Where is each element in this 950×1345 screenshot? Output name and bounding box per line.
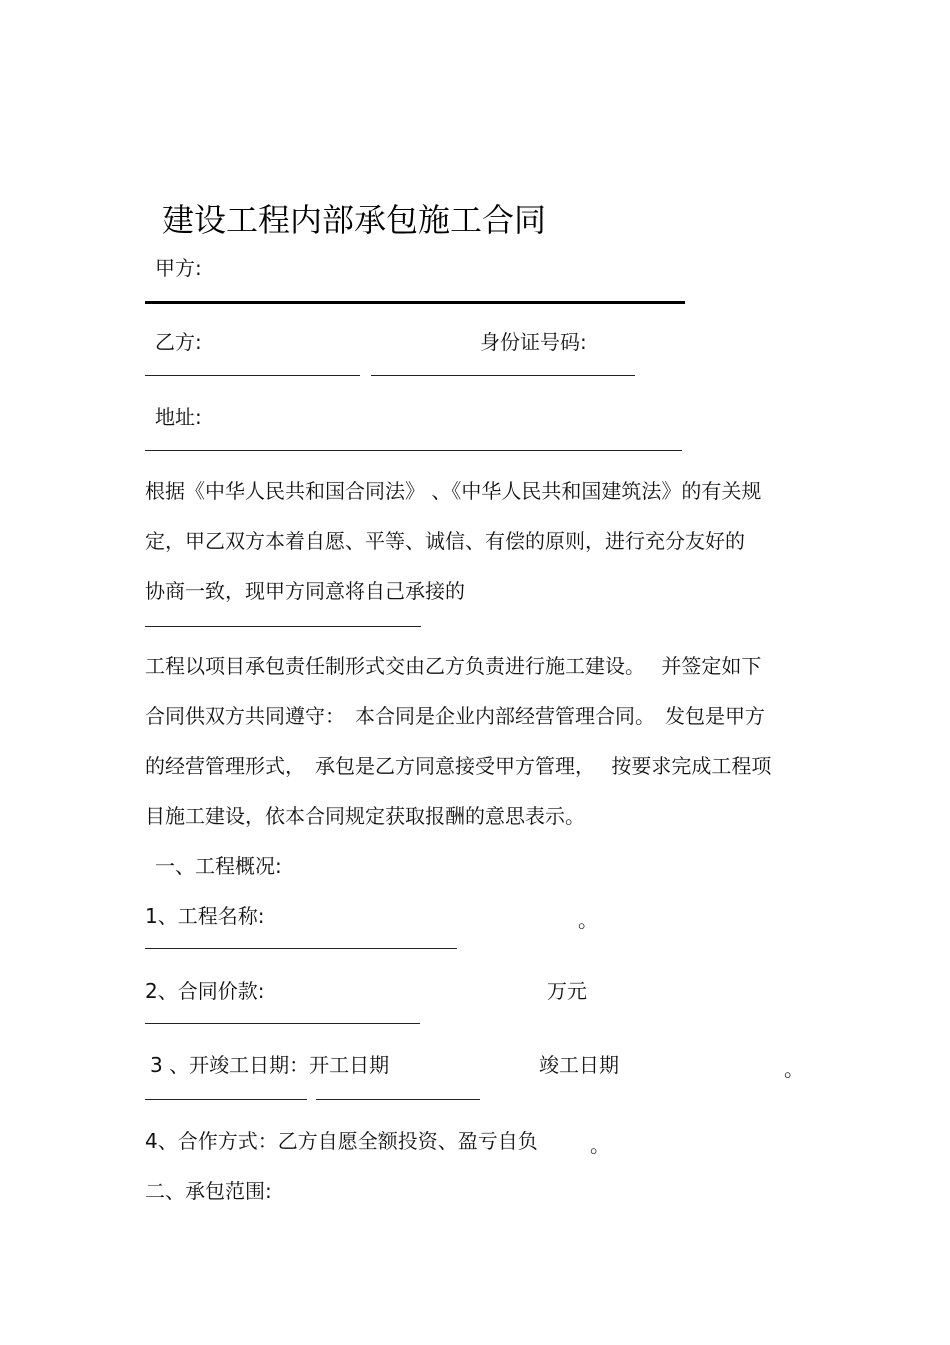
item4-period: 。 (590, 1133, 610, 1157)
start-date-underline (145, 1099, 307, 1100)
item2-underline (145, 1023, 420, 1024)
party-b-underline (145, 375, 360, 376)
body-line-1: 工程以项目承包责任制形式交由乙方负责进行施工建设。 并签定如下 (145, 654, 762, 678)
intro-line-2: 定，甲乙双方本着自愿、平等、诚信、有偿的原则，进行充分友好的 (145, 529, 745, 553)
intro-line-1: 根据《中华人民共和国合同法》 、《中华人民共和国建筑法》的有关规 (145, 479, 762, 503)
project-name-underline (145, 626, 421, 627)
item3-period: 。 (784, 1057, 804, 1081)
body-line-2: 合同供双方共同遵守： 本合同是企业内部经营管理合同。 发包是甲方 (145, 704, 765, 728)
item1-label: 1、工程名称: (145, 904, 265, 928)
section1-heading: 一、工程概况: (155, 854, 282, 878)
id-number-underline (371, 375, 635, 376)
item2-unit: 万元 (547, 979, 587, 1003)
body-line-4: 目施工建设，依本合同规定获取报酬的意思表示。 (145, 804, 585, 828)
address-underline (145, 450, 682, 451)
item3-label: 3 、开竣工日期：开工日期 (150, 1053, 390, 1077)
item4-label: 4、合作方式：乙方自愿全额投资、盈亏自负 (145, 1129, 538, 1153)
id-number-label: 身份证号码: (480, 330, 587, 354)
end-date-underline (316, 1099, 480, 1100)
address-label: 地址: (155, 405, 202, 429)
item3-end-label: 竣工日期 (539, 1053, 619, 1077)
item1-period: 。 (578, 908, 598, 932)
section2-heading: 二、承包范围: (145, 1179, 272, 1203)
party-a-underline (145, 301, 685, 304)
item2-label: 2、合同价款: (145, 979, 265, 1003)
item1-underline (145, 948, 457, 949)
document-title: 建设工程内部承包施工合同 (162, 201, 547, 239)
intro-line-3: 协商一致，现甲方同意将自己承接的 (145, 579, 465, 603)
party-a-label: 甲方: (155, 256, 202, 280)
body-line-3: 的经营管理形式， 承包是乙方同意接受甲方管理， 按要求完成工程项 (145, 754, 772, 778)
party-b-label: 乙方: (155, 330, 202, 354)
